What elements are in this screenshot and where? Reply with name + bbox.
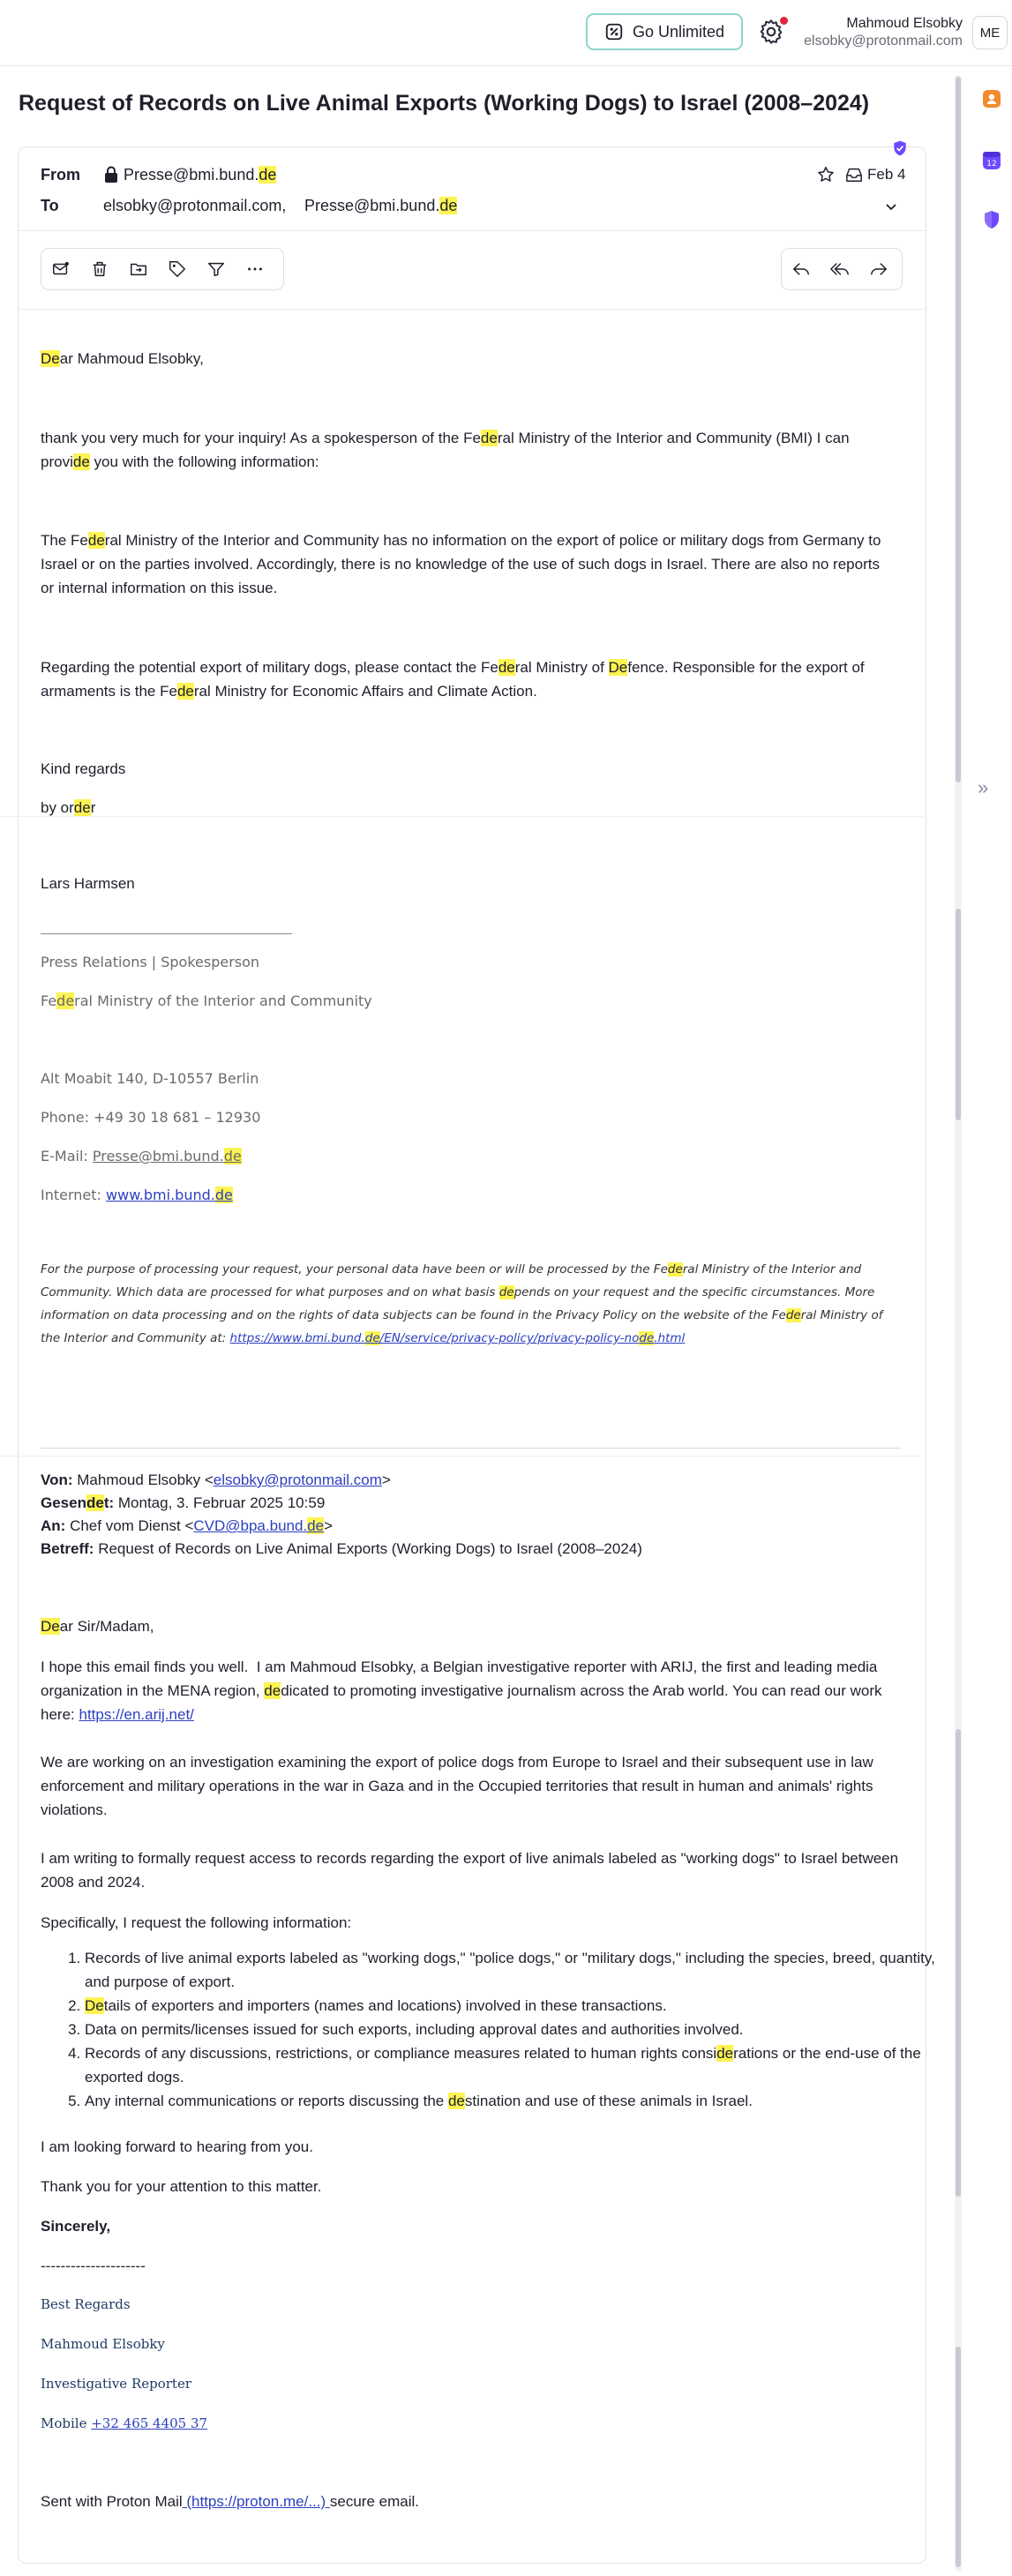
sender-mobile: Mobile +32 465 4405 37 [41,2415,208,2431]
more-icon [245,259,265,279]
star-icon[interactable] [816,165,836,184]
expand-sidebar-chevron-icon[interactable]: » [978,776,989,798]
proton-footer: Sent with Proton Mail (https://proton.me/...) secure email. [41,2493,419,2510]
trash-button[interactable] [80,249,119,289]
to-address-2[interactable]: Presse@bmi.bund.de [304,197,458,214]
privacy-policy-link[interactable]: https://www.bmi.bund.de/EN/service/privacy-policy/privacy-policy-node.html [229,1331,686,1345]
label-button[interactable] [158,249,197,289]
signature-rule [41,933,292,934]
quoted-an: An: Chef vom Dienst <CVD@bpa.bund.de> [41,1517,334,1534]
kind-regards: Kind regards [41,760,126,777]
avatar[interactable]: ME [972,16,1008,49]
contacts-icon[interactable] [981,88,1002,109]
mark-unread-button[interactable] [41,249,80,289]
message-date: Feb 4 [867,166,906,183]
from-address[interactable]: Presse@bmi.bund.de [124,166,277,183]
proton-vpn-shield-icon[interactable] [981,209,1002,230]
list-item: 3. Data on permits/licenses issued for such exports, including approval dates and authorities involved. [85,2018,945,2041]
calendar-icon[interactable] [981,150,1002,171]
quote-divider [41,1448,901,1449]
signer-address: Alt Moabit 140, D-10557 Berlin [41,1070,259,1087]
notification-dot [780,17,788,25]
to-address-1[interactable]: elsobky@protonmail.com, [103,197,287,214]
forward-icon [869,259,888,279]
move-to-folder-button[interactable] [119,249,158,289]
svg-text:12: 12 [986,160,997,168]
lock-icon [103,166,119,183]
sender-title: Investigative Reporter [41,2376,191,2392]
quoted-paragraph-1: I hope this email finds you well. I am Mahmoud Elsobky, a Belgian investigative reporter with ARIJ, the first and leading media organization in the MENA region, dedicated to promoting investigative journalism across the Arab world. You can read our work here: https://en.arij.net/ [41,1659,882,1723]
signer-ministry: Federal Ministry of the Interior and Community [41,992,372,1009]
scrollbar-thumb-lower[interactable] [956,2347,961,2567]
top-bar [0,0,1012,66]
privacy-notice: For the purpose of processing your request, your personal data have been or will be processed by the Federal Ministry of the Interior and Community. Which data are processed for what purposes and on what basis depends on your request and the specific circumstances. More information on data processing and on the rights of data subjects can be found in the Privacy Policy on the website of the Federal Ministry of the Interior and Community at: https://www.bmi.bund.de/EN/service/privacy-policy/privacy-policy-node.html [41,1262,883,1345]
header-divider [19,230,926,231]
scrollbar-thumb-upper[interactable] [956,77,961,783]
best-regards: Best Regards [41,2296,131,2312]
quoted-von-email[interactable]: elsobky@protonmail.com [213,1471,382,1488]
dash-separator: --------------------- [41,2258,146,2274]
reply-all-icon [830,259,850,279]
body-greeting: Dear Mahmoud Elsobky, [41,350,204,367]
filter-icon [206,259,226,279]
upgrade-icon [604,22,624,41]
chevron-down-icon[interactable] [882,198,900,216]
filter-button[interactable] [197,249,236,289]
to-label: To [41,197,59,214]
folder-move-icon [129,259,148,279]
request-list [41,1946,945,2113]
sender-name: Mahmoud Elsobky [41,2336,165,2352]
body-paragraph-2: The Federal Ministry of the Interior and Community has no information on the export of police or military dogs from Germany to Israel or on the parties involved. Accordingly, there is no knowledge of the use of such dogs in Israel. There are also no reports or internal information on this issue. [41,532,881,596]
proton-link[interactable]: (https://proton.me/...) [182,2493,330,2510]
tag-icon [168,259,187,279]
inbox-icon [844,166,864,183]
list-item: 2. Details of exporters and importers (names and locations) involved in these transactions. [85,1994,945,2018]
mark-unread-icon [51,259,71,279]
scrollbar-thumb-quoted[interactable] [956,1729,961,2197]
message-actions-toolbar [41,248,284,290]
quoted-paragraph-2: We are working on an investigation examining the export of police dogs from Europe to Israel and their subsequent use in law enforcement and military operations in the war in Gaza and in the Occupied territories that result in human and animals' rights violations. [41,1754,873,1818]
list-item: 5. Any internal communications or reports discussing the destination and use of these animals in Israel. [85,2089,945,2113]
trash-icon [90,259,109,279]
user-email: elsobky@protonmail.com [804,34,963,49]
email-subject: Request of Records on Live Animal Exports (Working Dogs) to Israel (2008–2024) [19,91,870,116]
mobile-link[interactable]: +32 465 4405 37 [91,2415,208,2431]
fold-divider [0,816,923,817]
quoted-betreff: Betreff: Request of Records on Live Animal Exports (Working Dogs) to Israel (2008–2024) [41,1540,642,1557]
list-item: 4. Records of any discussions, restrictions, or compliance measures related to human rights considerations or the end-use of the exported dogs. [85,2041,945,2089]
quoted-paragraph-4: Specifically, I request the following information: [41,1914,352,1931]
quoted-von: Von: Mahmoud Elsobky <elsobky@protonmail.com> [41,1471,391,1488]
quoted-an-email[interactable]: CVD@bpa.bund.de [193,1517,325,1534]
signer-role: Press Relations | Spokesperson [41,954,260,970]
scrollbar-thumb-middle[interactable] [956,909,961,1120]
message-card [18,146,926,2564]
signer-internet: Internet: www.bmi.bund.de [41,1187,233,1203]
go-unlimited-label: Go Unlimited [632,22,725,41]
forward-button[interactable] [859,249,898,289]
quoted-gesendet: Gesendet: Montag, 3. Februar 2025 10:59 [41,1494,326,1511]
signer-name: Lars Harmsen [41,875,135,892]
more-button[interactable] [236,249,274,289]
signer-email: E-Mail: Presse@bmi.bund.de [41,1148,242,1164]
quoted-paragraph-3: I am writing to formally request access to records regarding the export of live animals labeled as "working dogs" to Israel between 2008 and 2024. [41,1850,899,1891]
toolbar-divider [19,309,926,310]
reply-button[interactable] [782,249,821,289]
thanks-line: Thank you for your attention to this matter. [41,2178,322,2195]
signer-phone: Phone: +49 30 18 681 – 12930 [41,1109,261,1126]
user-name: Mahmoud Elsobky [846,16,963,31]
reply-toolbar [781,248,903,290]
sincerely: Sincerely, [41,2218,111,2235]
looking-forward: I am looking forward to hearing from you. [41,2138,313,2155]
by-order: by order [41,799,96,816]
body-paragraph-1: thank you very much for your inquiry! As a spokesperson of the Federal Ministry of the Interior and Community (BMI) I can provide you with the following information: [41,430,850,470]
reply-icon [791,259,811,279]
app-rail [962,66,1012,2576]
quoted-greeting: Dear Sir/Madam, [41,1618,154,1635]
body-paragraph-3: Regarding the potential export of military dogs, please contact the Federal Ministry of Defence. Responsible for the export of armaments is the Federal Ministry for Economic Affairs and Climate Action. [41,659,865,700]
signer-email-link[interactable]: Presse@bmi.bund.de [92,1148,242,1164]
signer-internet-link[interactable]: www.bmi.bund.de [106,1187,233,1203]
from-label: From [41,166,80,183]
arij-link[interactable]: https://en.arij.net/ [79,1706,194,1723]
list-item: 1. Records of live animal exports labeled as "working dogs," "police dogs," or "military dogs," including the species, breed, quantity, and purpose of export. [85,1946,945,1994]
verified-shield-icon [891,139,909,157]
reply-all-button[interactable] [821,249,859,289]
go-unlimited-button[interactable] [586,13,743,50]
